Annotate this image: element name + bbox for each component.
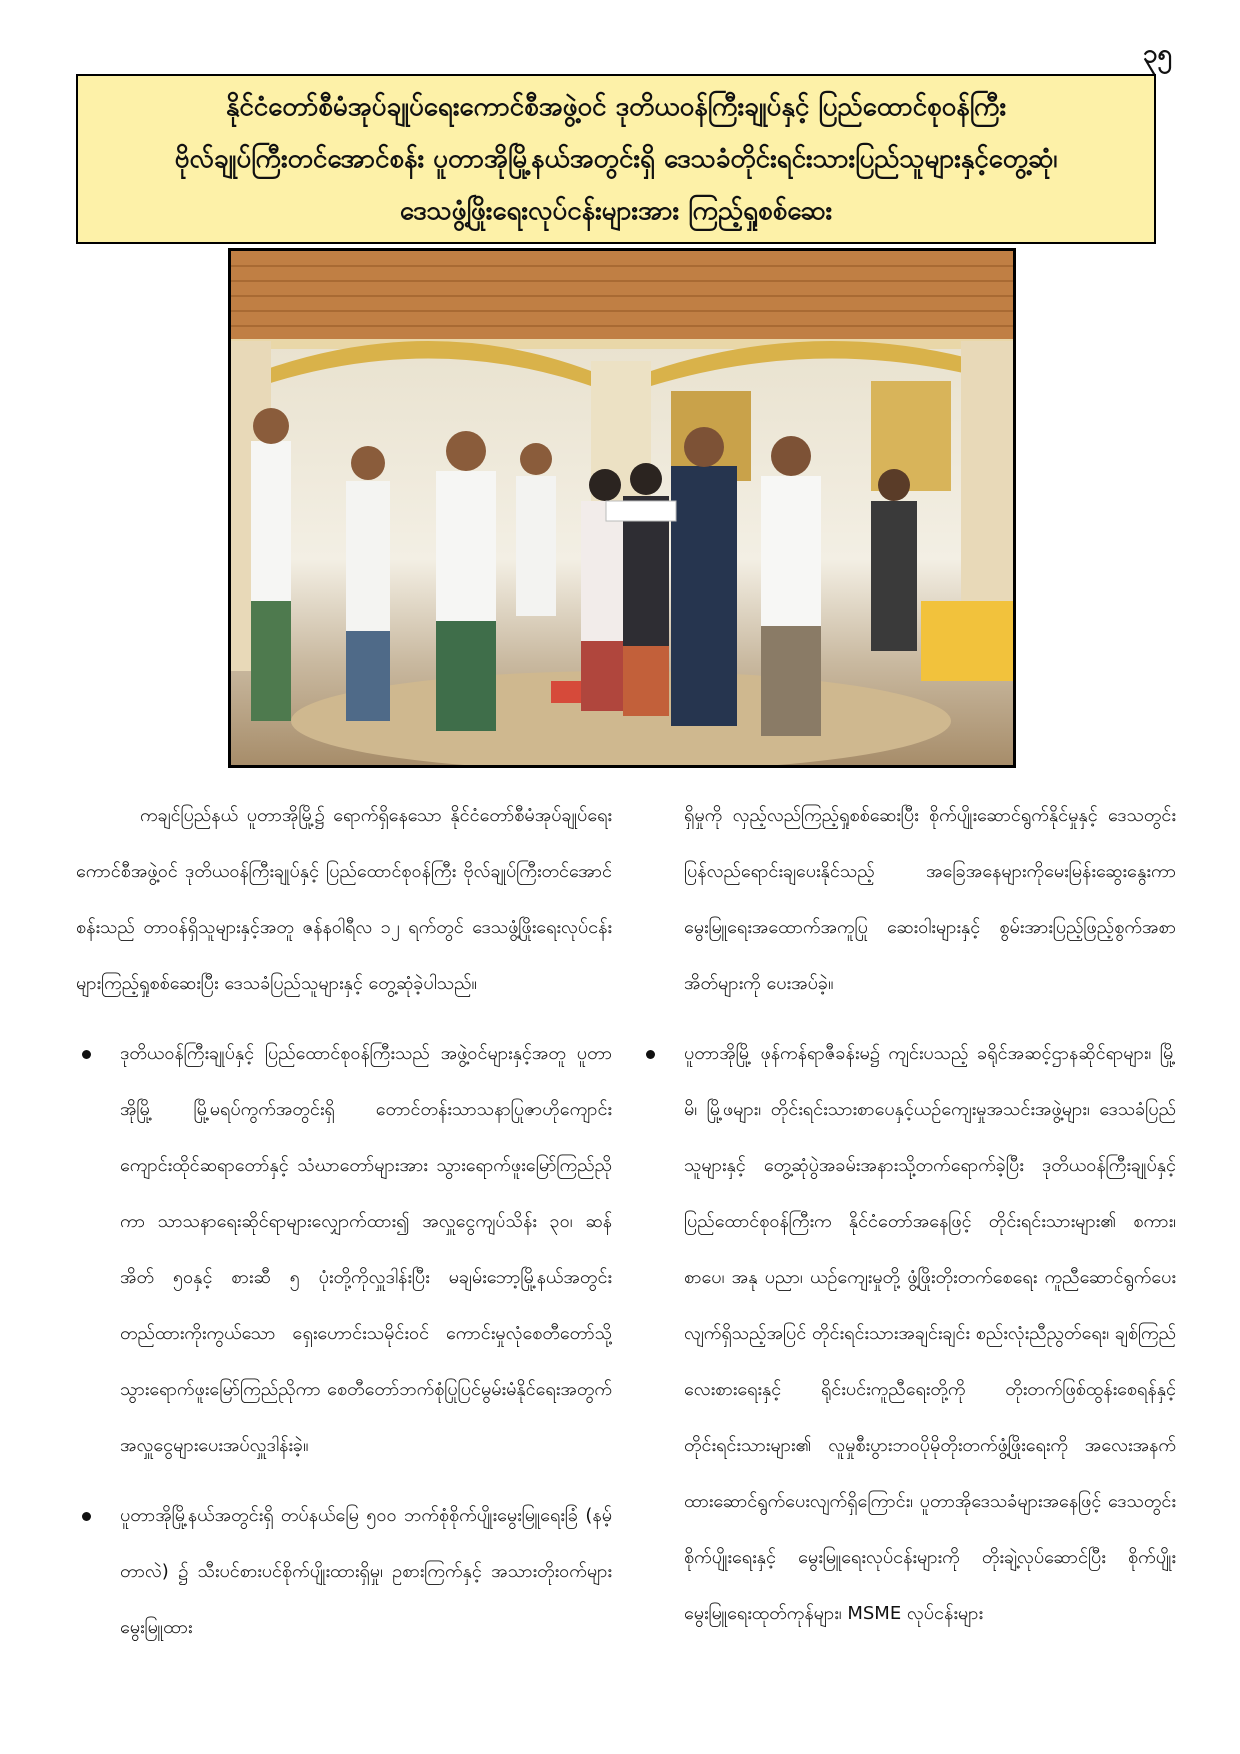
intro-paragraph: ကချင်ပြည်နယ် ပူတာအိုမြို့၌ ရောက်ရှိနေသော နိုင်ငံတော်စီမံအုပ်ချုပ်ရေးကောင်စီအဖွဲ့ဝင် ဒုတိယဝန်ကြီးချုပ်နှင့် ပြည်ထောင်စုဝန်ကြီး ဗိုလ်ချုပ်ကြီးတင်အောင်စန်းသည် တာဝန်ရှိသူများနှင့်အတူ ဇန်နဝါရီလ ၁၂ ရက်တွင် ဒေသဖွံ့ဖြိုးရေးလုပ်ငန်းများကြည့်ရှုစစ်ဆေးပြီး ဒေသခံပြည်သူများနှင့် တွေ့ဆုံခဲ့ပါသည်။ bbox=[76, 805, 612, 994]
bullet-item-3 bbox=[640, 1026, 1176, 1642]
bullet-text: ပူတာအိုမြို့နယ်အတွင်းရှိ တပ်နယ်မြေ ၅၀၀ ဘက်စုံစိုက်ပျိုးမွေးမြူရေးခြံ (နမ့်တာလဲ) ၌ သီးပင်စားပင်စိုက်ပျိုးထားရှိမှု၊ ဥစားကြက်နှင့် အသားတိုးဝက်များ မွေးမြူထား bbox=[120, 1505, 612, 1638]
photo-illustration bbox=[231, 251, 1013, 765]
headline-line-1: နိုင်ငံတော်စီမံအုပ်ချုပ်ရေးကောင်စီအဖွဲ့ဝင် ဒုတိယဝန်ကြီးချုပ်နှင့် ပြည်ထောင်စုဝန်ကြီး bbox=[225, 92, 1007, 122]
envelope bbox=[606, 501, 676, 521]
headline-line-2: ဗိုလ်ချုပ်ကြီးတင်အောင်စန်း ပူတာအိုမြို့နယ်အတွင်းရှိ ဒေသခံတိုင်းရင်းသားပြည်သူများနှင့်တွေ့ဆုံ၊ bbox=[174, 144, 1058, 174]
bullet-text: ပူတာအိုမြို့ ဖုန်ကန်ရာဇီခန်းမ၌ ကျင်းပသည့် ခရိုင်အဆင့်ဌာနဆိုင်ရာများ၊ မြို့မိ၊ မြို့ဖများ၊ တိုင်းရင်းသားစာပေနှင့်ယဉ်ကျေးမှုအသင်းအဖွဲ့များ၊ ဒေသခံပြည်သူများနှင့် တွေ့ဆုံပွဲအခမ်းအနားသို့တက်ရောက်ခဲ့ပြီး ဒုတိယဝန်ကြီးချုပ်နှင့် ပြည်ထောင်စုဝန်ကြီးက နိုင်ငံတော်အနေဖြင့် တိုင်းရင်းသားများ၏ စကား၊ စာပေ၊ အနု ပညာ၊ ယဉ်ကျေးမှုတို့ ဖွံ့ဖြိုးတိုးတက်စေရေး ကူညီဆောင်ရွက်ပေးလျက်ရှိသည့်အပြင် တိုင်းရင်းသားအချင်းချင်း စည်းလုံးညီညွတ်ရေး၊ ချစ်ကြည်လေးစားရေးနှင့် ရိုင်းပင်းကူညီရေးတို့ကို တိုးတက်ဖြစ်ထွန်းစေရန်နှင့် တိုင်းရင်းသားများ၏ လူမှုစီးပွားဘဝပိုမိုတိုးတက်ဖွံ့ဖြိုးရေးကို အလေးအနက်ထားဆောင်ရွက်ပေးလျက်ရှိကြောင်း၊ ပူတာအိုဒေသခံများအနေဖြင့် ဒေသတွင်းစိုက်ပျိုးရေးနှင့် မွေးမြူရေးလုပ်ငန်းများကို တိုးချဲ့လုပ်ဆောင်ပြီး စိုက်ပျိုးမွေးမြူရေးထုတ်ကုန်များ၊ MSME လုပ်ငန်းများ bbox=[684, 1043, 1176, 1624]
bullet-continuation: ရှိမှုကို လှည့်လည်ကြည့်ရှုစစ်ဆေးပြီး စိုက်ပျိုးဆောင်ရွက်နိုင်မှုနှင့် ဒေသတွင်း ပြန်လည်ရောင်းချပေးနိုင်သည့် အခြေအနေများကိုမေးမြန်းဆွေးနွေးကာ မွေးမြူရေးအထောက်အကူပြု ဆေးဝါးများနှင့် စွမ်းအားပြည့်ဖြည့်စွက်အစာအိတ်များကို ပေးအပ်ခဲ့။ bbox=[684, 805, 1176, 994]
yellow-table bbox=[921, 601, 1013, 681]
bullet-item-1 bbox=[76, 1026, 612, 1474]
page-number: ၃၅ bbox=[1142, 39, 1172, 69]
news-photo bbox=[228, 248, 1016, 768]
headline-box bbox=[76, 74, 1156, 244]
headline-line-3: ဒေသဖွံ့ဖြိုးရေးလုပ်ငန်းများအား ကြည့်ရှုစစ်ဆေး bbox=[399, 196, 833, 226]
bullet-item-2 bbox=[76, 1488, 612, 1656]
bullet-text: ဒုတိယဝန်ကြီးချုပ်နှင့် ပြည်ထောင်စုဝန်ကြီးသည် အဖွဲ့ဝင်များနှင့်အတူ ပူတာအိုမြို့ မြို့မရပ်ကွက်အတွင်းရှိ တောင်တန်းသာသနာပြုဇာဟိုကျောင်း ကျောင်းထိုင်ဆရာတော်နှင့် သံဃာတော်များအား သွားရောက်ဖူးမြော်ကြည်ညိုကာ သာသနာရေးဆိုင်ရာများလျှောက်ထား၍ အလှူငွေကျပ်သိန်း ၃၀၊ ဆန်အိတ် ၅၀နှင့် စားဆီ ၅ ပုံးတို့ကိုလှူဒါန်းပြီး မချမ်းဘော့မြို့နယ်အတွင်း တည်ထားကိုးကွယ်သော ရှေးဟောင်းသမိုင်းဝင် ကောင်းမှုလုံစေတီတော်သို့ သွားရောက်ဖူးမြော်ကြည်ညိုကာ စေတီတော်ဘက်စုံပြုပြင်မွမ်းမံနိုင်ရေးအတွက် အလှူငွေများပေးအပ်လှူဒါန်းခဲ့။ bbox=[120, 1043, 612, 1456]
right-column bbox=[640, 788, 1176, 1642]
bullet-dot bbox=[82, 1512, 91, 1521]
bullet-dot bbox=[646, 1050, 655, 1059]
bullet-dot bbox=[82, 1050, 91, 1059]
left-column bbox=[76, 788, 612, 1656]
